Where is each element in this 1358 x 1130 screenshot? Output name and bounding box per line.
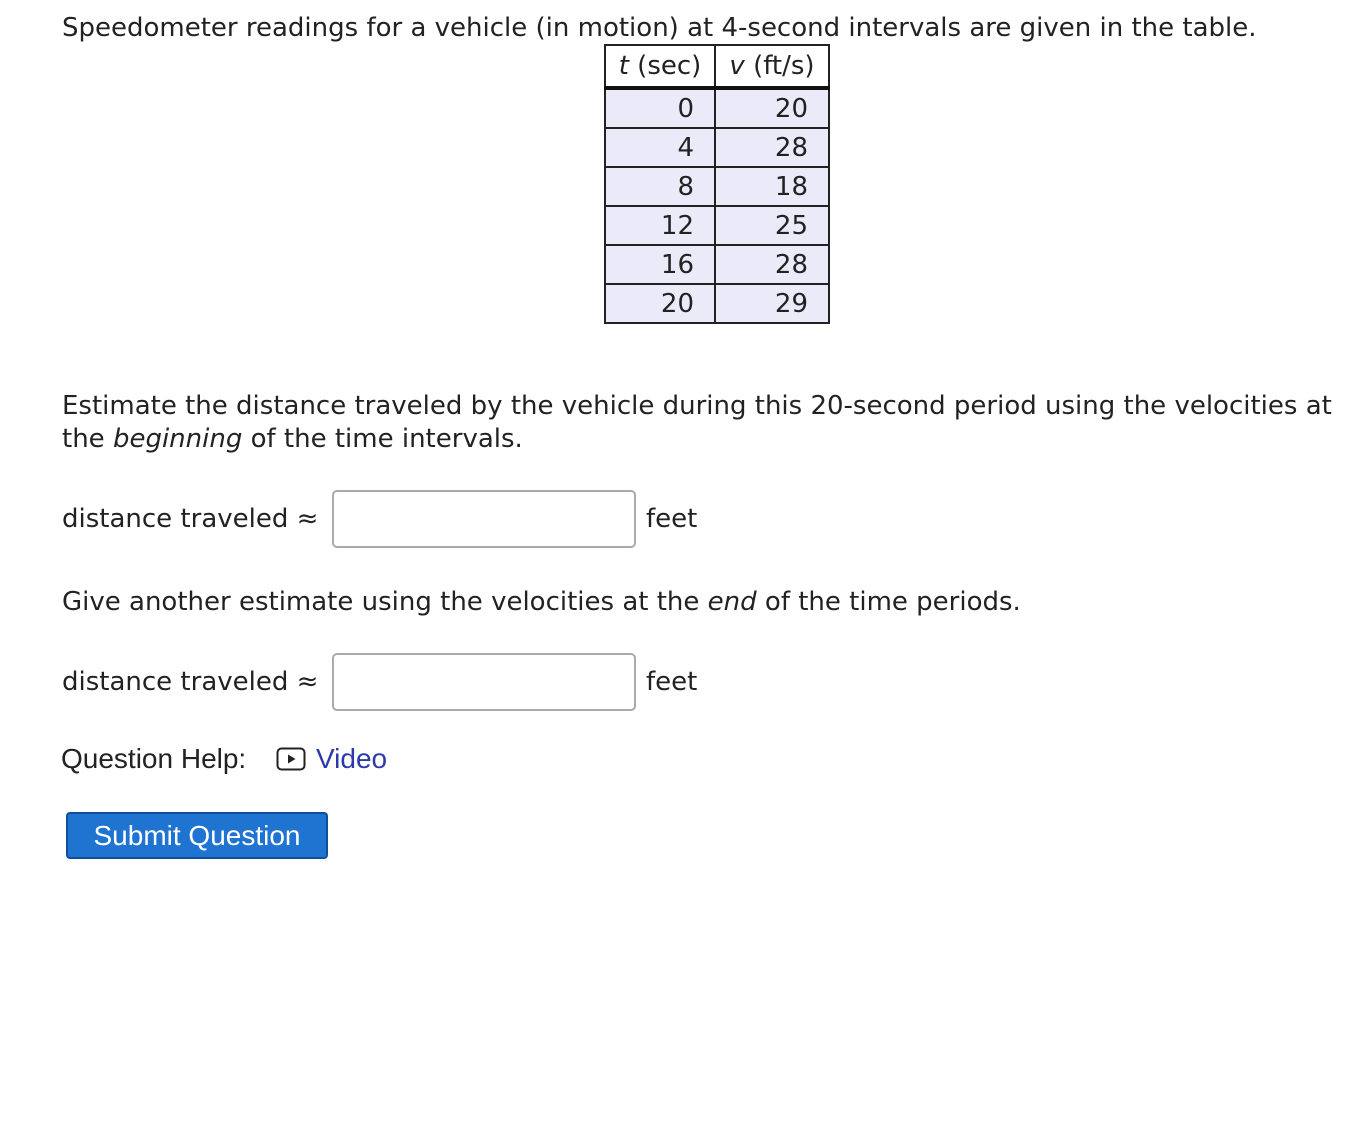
table-cell-velocity: 29 (715, 284, 829, 323)
table-cell-velocity: 25 (715, 206, 829, 245)
table-row (605, 284, 829, 323)
table-cell-time: 8 (605, 167, 715, 206)
table-row (605, 206, 829, 245)
table-row (605, 245, 829, 284)
table-cell-time: 20 (605, 284, 715, 323)
table-cell-velocity: 18 (715, 167, 829, 206)
table-row (605, 128, 829, 167)
table-cell-time: 12 (605, 206, 715, 245)
video-help-link[interactable] (276, 742, 387, 776)
table-header-row (605, 45, 829, 88)
answer-1-label: distance traveled ≈ (62, 504, 319, 534)
table-cell-velocity: 28 (715, 128, 829, 167)
velocity-table (604, 44, 830, 324)
answer-1-input[interactable] (332, 490, 636, 548)
question-1-prompt: Estimate the distance traveled by the vehicle during this 20-second period using the velocities at the beginning of the time intervals. (62, 391, 1332, 454)
table-row (605, 167, 829, 206)
problem-intro: Speedometer readings for a vehicle (in motion) at 4-second intervals are given in the table. (62, 13, 1257, 43)
answer-2-unit: feet (646, 667, 698, 697)
answer-2-input[interactable] (332, 653, 636, 711)
table-row (605, 88, 829, 128)
answer-1-unit: feet (646, 504, 698, 534)
table-cell-time: 4 (605, 128, 715, 167)
video-play-icon (276, 747, 306, 771)
answer-2-label: distance traveled ≈ (62, 667, 319, 697)
table-cell-velocity: 20 (715, 88, 829, 128)
question-help-label: Question Help: (61, 743, 247, 774)
video-link-text[interactable]: Video (316, 743, 388, 774)
emphasis-beginning: beginning (112, 424, 243, 454)
table-cell-time: 16 (605, 245, 715, 284)
table-cell-time: 0 (605, 88, 715, 128)
emphasis-end: end (707, 587, 757, 617)
column-header-time: t (sec) (605, 45, 715, 88)
column-header-velocity: v (ft/s) (715, 45, 829, 88)
question-2-prompt: Give another estimate using the velocities at the end of the time periods. (62, 587, 1021, 617)
submit-question-button[interactable]: Submit Question (66, 812, 328, 859)
table-cell-velocity: 28 (715, 245, 829, 284)
